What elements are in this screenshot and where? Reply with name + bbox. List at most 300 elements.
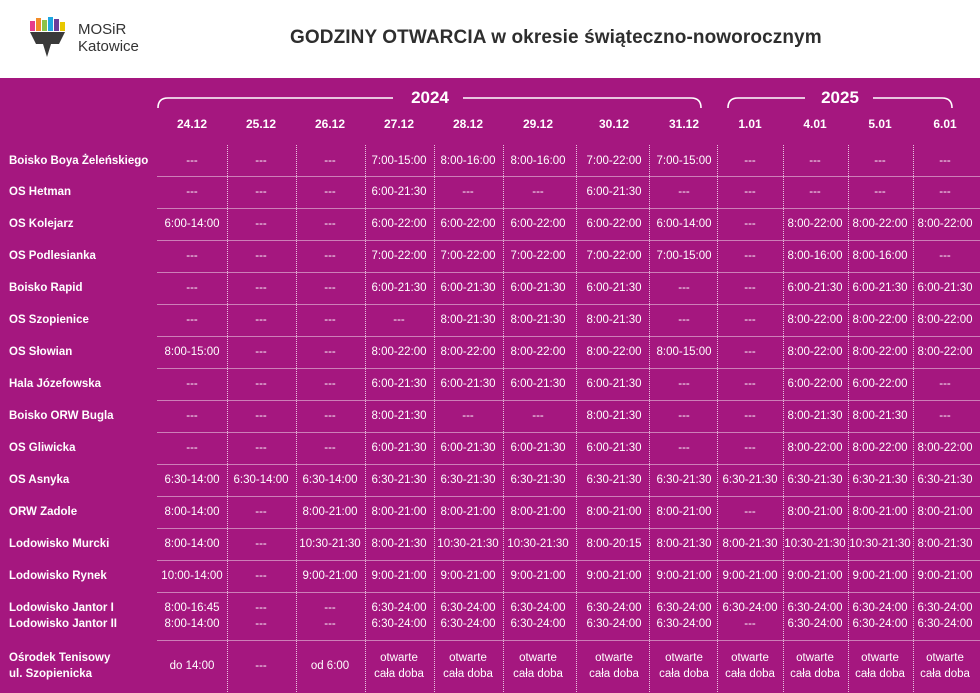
hours-value: ---: [324, 250, 336, 262]
hours-cell: [434, 440, 502, 456]
hours-value: 8:00-21:00: [302, 506, 358, 518]
hours-value: cała doba: [659, 668, 709, 680]
hours-cell: [650, 248, 718, 264]
hours-cell: [580, 650, 648, 682]
hours-value: ---: [939, 186, 951, 198]
hours-value: ---: [532, 186, 544, 198]
hours-value: ---: [532, 410, 544, 422]
hours-value: ---: [744, 506, 756, 518]
hours-value: 6:30-21:30: [917, 474, 973, 486]
hours-cell: [365, 568, 433, 584]
hours-cell: [650, 650, 718, 682]
hours-value: 6:30-24:00: [852, 618, 908, 630]
hours-value: 8:00-14:00: [164, 538, 220, 550]
hours-value: ---: [324, 218, 336, 230]
hours-value: 8:00-21:00: [440, 506, 496, 518]
date-header: 30.12: [598, 117, 630, 131]
hours-cell: [781, 153, 849, 169]
hours-cell: [580, 536, 648, 552]
facility-name: [9, 153, 148, 169]
hours-cell: [846, 376, 914, 392]
hours-value: ---: [255, 378, 267, 390]
hours-value: ---: [324, 346, 336, 358]
hours-cell: [434, 376, 502, 392]
hours-value: 8:00-16:00: [852, 250, 908, 262]
hours-cell: [716, 650, 784, 682]
hours-value: 6:00-22:00: [371, 218, 427, 230]
hours-cell: [434, 504, 502, 520]
hours-cell: [504, 280, 572, 296]
hours-cell: [434, 248, 502, 264]
hours-cell: [434, 184, 502, 200]
hours-cell: [716, 568, 784, 584]
hours-value: 8:00-21:00: [917, 506, 973, 518]
hours-cell: [158, 568, 226, 584]
hours-cell: [650, 600, 718, 632]
hours-cell: [846, 312, 914, 328]
hours-cell: [227, 153, 295, 169]
hours-cell: [227, 408, 295, 424]
hours-cell: [434, 408, 502, 424]
hours-value: 8:00-16:00: [510, 154, 566, 167]
hours-cell: [781, 536, 849, 552]
hours-value: 8:00-22:00: [371, 346, 427, 358]
facility-name: [9, 440, 75, 456]
hours-value: cała doba: [790, 668, 840, 680]
hours-value: 6:00-22:00: [440, 218, 496, 230]
facility-name-line: ORW Zadole: [9, 506, 78, 518]
hours-value: 6:30-24:00: [787, 602, 843, 614]
hours-cell: [580, 312, 648, 328]
hours-cell: [365, 280, 433, 296]
facility-name: [9, 408, 114, 424]
hours-cell: [650, 472, 718, 488]
hours-cell: [158, 504, 226, 520]
hours-cell: [781, 568, 849, 584]
hours-cell: [434, 153, 502, 169]
hours-value: 10:30-21:30: [849, 538, 911, 550]
mosir-logo-icon: [30, 17, 74, 59]
hours-value: 6:00-21:30: [371, 282, 427, 294]
hours-cell: [158, 440, 226, 456]
hours-cell: [911, 568, 979, 584]
hours-cell: [504, 184, 572, 200]
hours-value: otwarte: [731, 652, 769, 664]
hours-value: ---: [678, 314, 690, 326]
hours-cell: [365, 184, 433, 200]
facility-name-line: Ośrodek Tenisowy: [9, 652, 111, 664]
hours-value: 8:00-22:00: [852, 442, 908, 454]
hours-value: 9:00-21:00: [656, 570, 712, 582]
hours-cell: [504, 216, 572, 232]
hours-cell: [650, 184, 718, 200]
hours-cell: [296, 376, 364, 392]
hours-value: 7:00-22:00: [510, 250, 566, 262]
hours-value: ---: [939, 410, 951, 422]
row-divider: [157, 304, 980, 305]
date-header: 24.12: [176, 117, 208, 131]
hours-value: 10:30-21:30: [299, 538, 361, 550]
facility-name-line: OS Podlesianka: [9, 250, 96, 262]
hours-value: 9:00-21:00: [440, 570, 496, 582]
hours-cell: [716, 248, 784, 264]
hours-cell: [158, 408, 226, 424]
hours-value: 9:00-21:00: [722, 570, 778, 582]
hours-cell: [911, 280, 979, 296]
hours-cell: [781, 440, 849, 456]
facility-name: [9, 600, 117, 632]
date-header: 26.12: [314, 117, 346, 131]
hours-value: ---: [255, 602, 267, 614]
hours-value: 8:00-21:00: [852, 506, 908, 518]
hours-cell: [650, 344, 718, 360]
hours-value: 9:00-21:00: [302, 570, 358, 582]
hours-value: ---: [255, 218, 267, 230]
hours-value: 8:00-21:30: [722, 538, 778, 550]
hours-value: ---: [744, 154, 756, 167]
hours-cell: [158, 153, 226, 169]
hours-cell: [911, 153, 979, 169]
hours-cell: [504, 312, 572, 328]
hours-cell: [781, 312, 849, 328]
hours-value: 8:00-22:00: [917, 346, 973, 358]
hours-cell: [911, 248, 979, 264]
row-divider: [157, 560, 980, 561]
hours-cell: [296, 312, 364, 328]
hours-value: ---: [462, 186, 474, 198]
hours-cell: [911, 376, 979, 392]
hours-value: otwarte: [595, 652, 633, 664]
hours-value: 6:30-14:00: [164, 474, 220, 486]
hours-value: 8:00-22:00: [917, 218, 973, 230]
hours-value: 6:00-14:00: [656, 218, 712, 230]
hours-value: 8:00-22:00: [586, 346, 642, 358]
hours-cell: [504, 440, 572, 456]
hours-value: do 14:00: [169, 660, 215, 672]
hours-value: 6:30-24:00: [440, 602, 496, 614]
date-header: 6.01: [933, 117, 957, 131]
hours-value: 8:00-21:30: [656, 538, 712, 550]
hours-value: ---: [809, 154, 821, 167]
hours-cell: [365, 536, 433, 552]
hours-value: 8:00-22:00: [787, 346, 843, 358]
hours-cell: [846, 650, 914, 682]
hours-cell: [158, 216, 226, 232]
hours-value: ---: [324, 410, 336, 422]
hours-cell: [434, 312, 502, 328]
hours-value: 6:30-21:30: [586, 474, 642, 486]
hours-value: 10:00-14:00: [161, 570, 223, 582]
date-header: 4.01: [803, 117, 827, 131]
hours-cell: [227, 658, 295, 674]
hours-cell: [781, 184, 849, 200]
hours-value: 6:00-21:30: [440, 282, 496, 294]
facility-name: [9, 650, 110, 682]
hours-value: ---: [255, 250, 267, 262]
facility-name-line: Hala Józefowska: [9, 378, 102, 390]
hours-cell: [365, 440, 433, 456]
hours-value: 8:00-22:00: [852, 314, 908, 326]
hours-cell: [716, 600, 784, 632]
hours-value: 7:00-15:00: [371, 154, 427, 167]
hours-value: ---: [255, 154, 267, 167]
hours-value: 7:00-15:00: [656, 250, 712, 262]
hours-value: 6:30-14:00: [302, 474, 358, 486]
page-title: GODZINY OTWARCIA w okresie świąteczno-noworocznym: [290, 27, 822, 48]
hours-cell: [580, 408, 648, 424]
hours-cell: [365, 408, 433, 424]
date-header: 27.12: [383, 117, 415, 131]
hours-cell: [296, 472, 364, 488]
hours-value: 8:00-21:00: [656, 506, 712, 518]
facility-name: [9, 184, 71, 200]
hours-cell: [846, 248, 914, 264]
facility-name-line: Lodowisko Jantor I: [9, 602, 114, 614]
date-header: 1.01: [738, 117, 762, 131]
hours-cell: [504, 376, 572, 392]
hours-value: ---: [324, 602, 336, 614]
hours-value: 8:00-22:00: [440, 346, 496, 358]
hours-cell: [580, 600, 648, 632]
date-header: 29.12: [522, 117, 554, 131]
hours-cell: [846, 600, 914, 632]
hours-cell: [846, 408, 914, 424]
hours-value: 6:30-21:30: [510, 474, 566, 486]
hours-cell: [650, 568, 718, 584]
hours-cell: [434, 344, 502, 360]
facility-name: [9, 536, 109, 552]
row-divider: [157, 368, 980, 369]
date-header: 25.12: [245, 117, 277, 131]
hours-value: 8:00-21:30: [586, 314, 642, 326]
hours-value: ---: [678, 410, 690, 422]
hours-value: 8:00-22:00: [787, 218, 843, 230]
hours-value: 6:30-21:30: [787, 474, 843, 486]
hours-cell: [504, 600, 572, 632]
hours-cell: [650, 312, 718, 328]
hours-value: 8:00-21:30: [371, 538, 427, 550]
hours-cell: [650, 216, 718, 232]
hours-cell: [580, 248, 648, 264]
facility-name-line: OS Hetman: [9, 186, 71, 198]
facility-name-line: Lodowisko Rynek: [9, 570, 107, 582]
hours-cell: [227, 312, 295, 328]
hours-value: ---: [324, 186, 336, 198]
hours-value: ---: [186, 314, 198, 326]
hours-value: 6:30-24:00: [656, 618, 712, 630]
facility-name: [9, 472, 69, 488]
hours-cell: [580, 216, 648, 232]
hours-cell: [296, 248, 364, 264]
hours-cell: [580, 376, 648, 392]
facility-name-line: OS Kolejarz: [9, 218, 74, 230]
hours-value: 6:00-14:00: [164, 218, 220, 230]
hours-cell: [716, 184, 784, 200]
hours-value: 8:00-21:30: [440, 314, 496, 326]
hours-value: 6:30-24:00: [917, 602, 973, 614]
hours-cell: [846, 153, 914, 169]
hours-cell: [846, 216, 914, 232]
facility-name: [9, 248, 96, 264]
hours-cell: [365, 504, 433, 520]
hours-value: 6:30-14:00: [233, 474, 289, 486]
hours-value: 8:00-15:00: [656, 346, 712, 358]
hours-cell: [650, 408, 718, 424]
hours-cell: [911, 504, 979, 520]
hours-cell: [846, 568, 914, 584]
hours-cell: [781, 650, 849, 682]
hours-value: 8:00-21:00: [371, 506, 427, 518]
hours-cell: [716, 280, 784, 296]
hours-cell: [296, 216, 364, 232]
row-divider: [157, 496, 980, 497]
hours-value: ---: [939, 154, 951, 167]
hours-value: 7:00-22:00: [440, 250, 496, 262]
hours-value: 6:30-21:30: [656, 474, 712, 486]
hours-value: 6:00-21:30: [586, 186, 642, 198]
hours-value: ---: [255, 538, 267, 550]
hours-value: 6:00-22:00: [586, 218, 642, 230]
hours-cell: [504, 153, 572, 169]
hours-cell: [227, 440, 295, 456]
hours-cell: [781, 472, 849, 488]
hours-value: 6:30-24:00: [440, 618, 496, 630]
hours-cell: [434, 650, 502, 682]
hours-value: 6:00-21:30: [371, 378, 427, 390]
hours-value: 8:00-22:00: [787, 314, 843, 326]
hours-value: 6:30-24:00: [371, 602, 427, 614]
hours-value: 6:00-21:30: [586, 378, 642, 390]
hours-value: 6:30-21:30: [371, 474, 427, 486]
hours-cell: [227, 184, 295, 200]
hours-cell: [227, 216, 295, 232]
hours-cell: [158, 344, 226, 360]
hours-cell: [434, 600, 502, 632]
hours-value: 6:30-24:00: [510, 602, 566, 614]
hours-value: cała doba: [513, 668, 563, 680]
hours-value: 6:30-21:30: [440, 474, 496, 486]
hours-value: ---: [744, 378, 756, 390]
hours-cell: [580, 568, 648, 584]
hours-cell: [296, 344, 364, 360]
hours-cell: [158, 312, 226, 328]
hours-cell: [365, 600, 433, 632]
hours-value: 7:00-22:00: [586, 250, 642, 262]
hours-cell: [580, 153, 648, 169]
hours-cell: [846, 184, 914, 200]
hours-value: 6:00-21:30: [586, 282, 642, 294]
hours-cell: [846, 280, 914, 296]
hours-value: 6:00-21:30: [510, 282, 566, 294]
hours-value: ---: [678, 442, 690, 454]
hours-value: 9:00-21:00: [510, 570, 566, 582]
row-divider: [157, 400, 980, 401]
hours-cell: [227, 504, 295, 520]
hours-value: ---: [744, 186, 756, 198]
hours-cell: [716, 153, 784, 169]
hours-cell: [227, 568, 295, 584]
hours-cell: [911, 650, 979, 682]
column-divider: [576, 145, 577, 692]
logo-line1: MOSiR: [78, 21, 127, 38]
hours-cell: [911, 344, 979, 360]
hours-value: 8:00-21:30: [586, 410, 642, 422]
hours-cell: [650, 153, 718, 169]
hours-cell: [716, 440, 784, 456]
hours-value: ---: [255, 314, 267, 326]
hours-cell: [504, 344, 572, 360]
hours-value: ---: [678, 186, 690, 198]
hours-cell: [846, 536, 914, 552]
hours-cell: [716, 312, 784, 328]
facility-name-line: Boisko Boya Żeleńskiego: [9, 154, 149, 167]
hours-value: ---: [874, 154, 886, 167]
hours-cell: [365, 248, 433, 264]
hours-cell: [580, 472, 648, 488]
hours-value: 8:00-22:00: [917, 314, 973, 326]
hours-cell: [911, 536, 979, 552]
row-divider: [157, 640, 980, 641]
hours-value: 8:00-16:00: [440, 154, 496, 167]
hours-value: ---: [678, 282, 690, 294]
hours-value: 8:00-16:00: [787, 250, 843, 262]
hours-value: ---: [186, 282, 198, 294]
hours-cell: [227, 536, 295, 552]
hours-value: 6:30-24:00: [656, 602, 712, 614]
facility-name: [9, 280, 82, 296]
hours-cell: [365, 472, 433, 488]
facility-name: [9, 216, 74, 232]
hours-cell: [296, 536, 364, 552]
hours-value: 6:30-24:00: [722, 602, 778, 614]
hours-value: otwarte: [926, 652, 964, 664]
hours-value: 9:00-21:00: [371, 570, 427, 582]
hours-cell: [580, 344, 648, 360]
hours-value: 8:00-14:00: [164, 506, 220, 518]
hours-cell: [504, 248, 572, 264]
hours-value: cała doba: [855, 668, 905, 680]
hours-value: 6:30-24:00: [917, 618, 973, 630]
hours-cell: [158, 600, 226, 632]
hours-value: ---: [255, 660, 267, 672]
year-2024-label: 2024: [411, 88, 449, 107]
hours-cell: [158, 184, 226, 200]
hours-value: 8:00-21:30: [852, 410, 908, 422]
hours-cell: [650, 504, 718, 520]
hours-value: ---: [186, 154, 198, 167]
hours-value: 9:00-21:00: [787, 570, 843, 582]
hours-value: 8:00-22:00: [787, 442, 843, 454]
hours-value: ---: [324, 282, 336, 294]
hours-cell: [296, 184, 364, 200]
hours-cell: [158, 376, 226, 392]
hours-cell: [227, 280, 295, 296]
facility-name-line: OS Gliwicka: [9, 442, 76, 454]
hours-value: otwarte: [861, 652, 899, 664]
hours-cell: [846, 472, 914, 488]
hours-value: ---: [186, 442, 198, 454]
hours-value: ---: [744, 314, 756, 326]
hours-value: 6:30-24:00: [586, 618, 642, 630]
hours-cell: [158, 472, 226, 488]
hours-value: ---: [744, 282, 756, 294]
hours-value: cała doba: [374, 668, 424, 680]
hours-value: ---: [324, 442, 336, 454]
hours-cell: [296, 153, 364, 169]
hours-value: ---: [324, 378, 336, 390]
hours-value: 9:00-21:00: [917, 570, 973, 582]
row-divider: [157, 528, 980, 529]
